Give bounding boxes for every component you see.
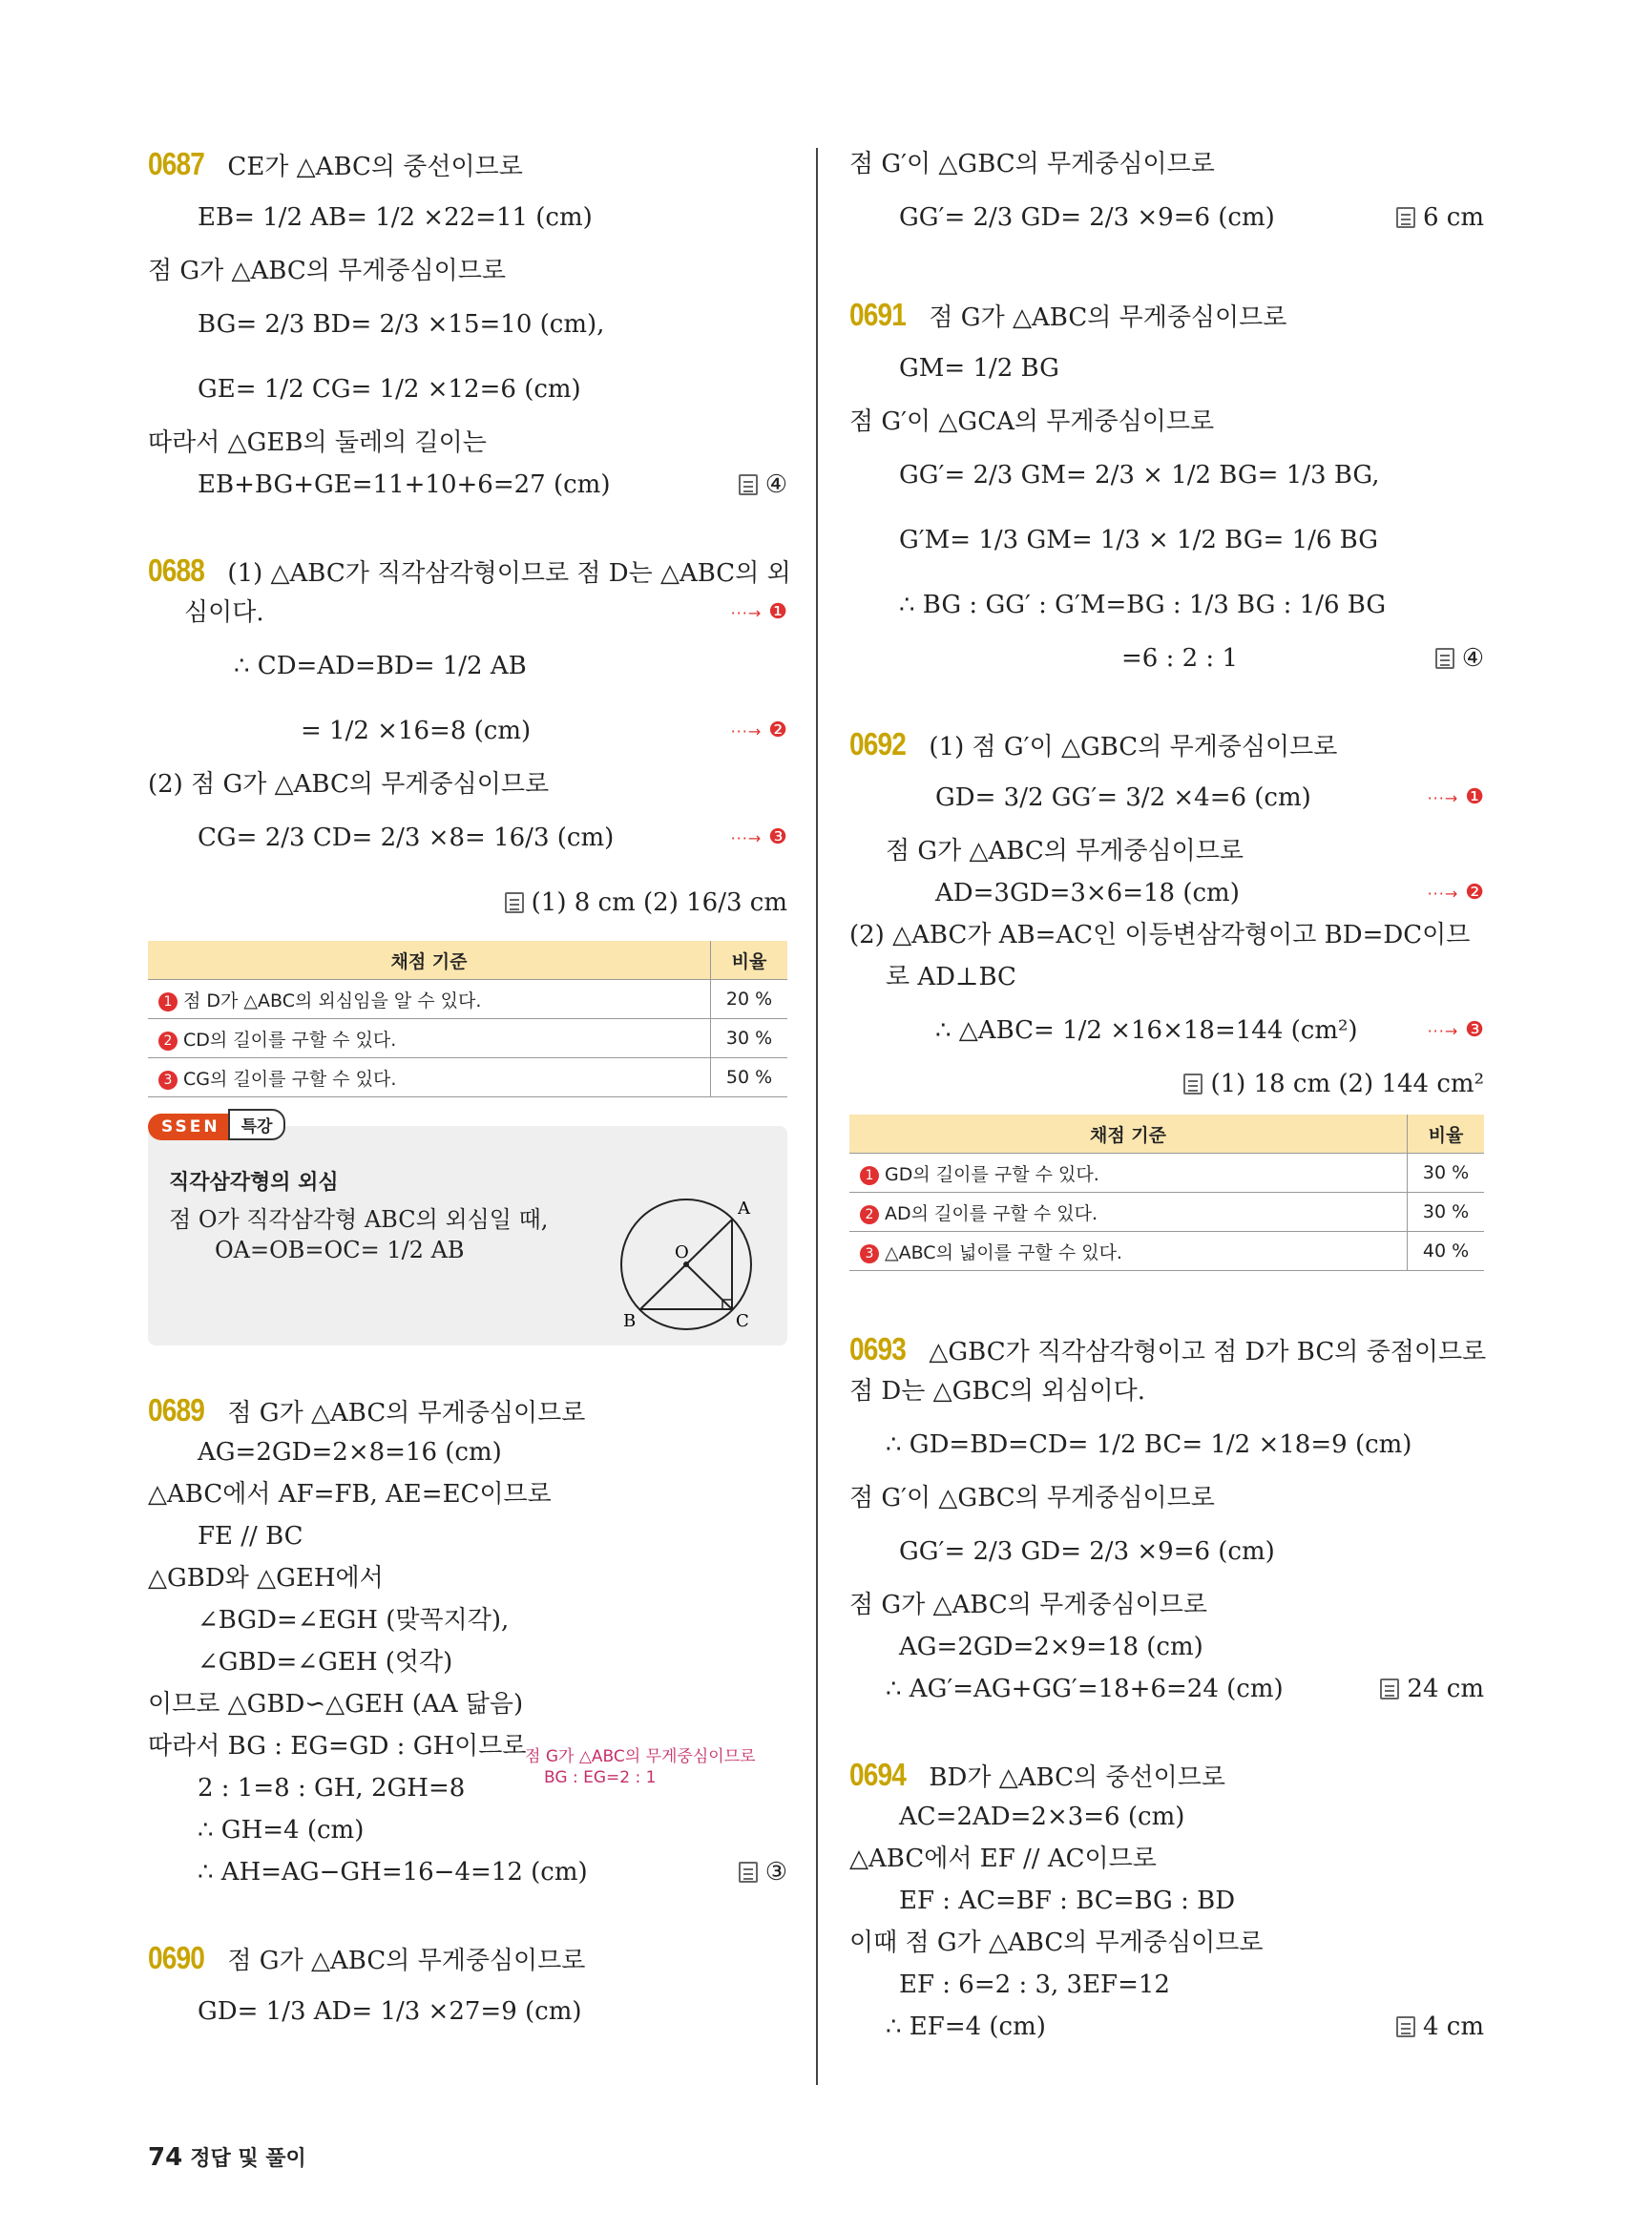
table-row: 2 CD의 길이를 구할 수 있다. 30 %	[148, 1019, 787, 1058]
svg-text:C: C	[736, 1311, 749, 1331]
ssen-special-box: SSEN 특강 직각삼각형의 외심 점 O가 직각삼각형 ABC의 외심일 때, OA=OB=OC= 1/2 AB O A B C	[148, 1126, 787, 1345]
answer-icon	[1380, 1678, 1399, 1699]
problem-0691: 0691 점 G가 △ABC의 무게중심이므로 GM= 1/2 BG 점 G′이 △GCA의 무게중심이므로 GG′= 2/3 GM= 2/3 × 1/2 BG= 1/3 BG, G′M= 1/3 GM= 1/3 × 1/2 BG= 1/6 BG ∴ BG : GG′ : G′M=BG : 1/3 BG : 1/6 BG =6 : 2 : 1 ④	[849, 294, 1484, 679]
step-marker-1: ···→ ❶	[730, 600, 787, 624]
problem-0690: 0690 점 G가 △ABC의 무게중심이므로 GD= 1/3 AD= 1/3 ×27=9 (cm)	[148, 1937, 787, 2044]
problem-number: 0687	[148, 146, 205, 181]
problem-0689: 0689 점 G가 △ABC의 무게중심이므로 AG=2GD=2×8=16 (cm) △ABC에서 AF=FB, AE=EC이므로 FE // BC △GBD와 △GEH에서 ∠BGD=∠EGH (맞꼭지각), ∠GBD=∠GEH (엇각) 이므로 △GBD∽△GEH (AA 닮음) 따라서 BG : EG=GD : GH이므로 점 G가 △ABC의 무게중심이므로 BG : EG=2 : 1 2 : 1=8 : GH, 2GH=8 ∴ GH=4 (cm) ∴ AH=AG−GH=16−4=12 (cm) ③	[148, 1389, 787, 1893]
footer-title: 정답 및 풀이	[190, 2147, 306, 2171]
answer: ③	[739, 1851, 787, 1893]
table-row: 1 점 D가 △ABC의 외심임을 알 수 있다. 20 %	[148, 980, 787, 1019]
answer-icon	[739, 1862, 758, 1883]
scoring-table-0692: 채점 기준 비율 1 GD의 길이를 구할 수 있다. 30 % 2 AD의 길이를 구할 수 있다. 30 % 3 △ABC의 넓이를 구할 수 있다. 40 %	[849, 1115, 1484, 1271]
problem-0692: 0692 (1) 점 G′이 △GBC의 무게중심이므로 GD= 3/2 GG′= 3/2 ×4=6 (cm) ···→ ❶ 점 G가 △ABC의 무게중심이므로 AD=3GD=3×6=18 (cm) ···→ ❷ (2) △ABC가 AB=AC인 이등변삼각형이고 BD=DC이므 로 AD⊥BC ∴ △ABC= 1/2 ×16×18=144 (cm²) ···→ ❸ (1) 18 cm (2) 144 cm²	[849, 723, 1484, 1105]
problem-number: 0691	[849, 297, 907, 332]
svg-text:B: B	[623, 1311, 637, 1331]
answer: 4 cm	[1396, 2006, 1484, 2048]
svg-text:A: A	[738, 1199, 750, 1219]
table-row: 1 GD의 길이를 구할 수 있다. 30 %	[849, 1154, 1484, 1193]
svg-text:O: O	[675, 1242, 689, 1262]
answer-icon	[505, 892, 524, 913]
step-marker-2: ···→ ❷	[730, 719, 787, 742]
table-row: 2 AD의 길이를 구할 수 있다. 30 %	[849, 1193, 1484, 1232]
page-number: 74	[148, 2143, 183, 2172]
scoring-table-0688: 채점 기준 비율 1 점 D가 △ABC의 외심임을 알 수 있다. 20 % 2 CD의 길이를 구할 수 있다. 30 % 3 CG의 길이를 구할 수 있다. 50 %	[148, 941, 787, 1097]
answer-icon	[1396, 207, 1415, 228]
problem-0687: 0687 CE가 △ABC의 중선이므로 EB= 1/2 AB= 1/2 ×22=11 (cm) 점 G가 △ABC의 무게중심이므로 BG= 2/3 BD= 2/3 ×15=10 (cm), GE= 1/2 CG= 1/2 ×12=6 (cm) 따라서 △GEB의 둘레의 길이는 EB+BG+GE=11+10+6=27 (cm) ④	[148, 143, 787, 506]
answer: (1) 8 cm (2) 16/3 cm	[505, 870, 787, 935]
answer: ④	[739, 464, 787, 506]
right-column	[849, 143, 1487, 2048]
problem-number: 0693	[849, 1331, 907, 1366]
step-marker-2: ···→ ❷	[1427, 881, 1484, 905]
problem-number: 0689	[148, 1392, 205, 1428]
step-marker-3: ···→ ❸	[1427, 1018, 1484, 1042]
answer: ④	[1435, 637, 1484, 679]
circumcircle-figure	[617, 1193, 770, 1336]
answer: (1) 18 cm (2) 144 cm²	[1183, 1063, 1484, 1105]
table-row: 3 △ABC의 넓이를 구할 수 있다. 40 %	[849, 1232, 1484, 1271]
answer-icon	[1396, 2016, 1415, 2037]
problem-number: 0688	[148, 553, 205, 588]
answer: 24 cm	[1380, 1668, 1484, 1710]
step-marker-1: ···→ ❶	[1427, 785, 1484, 809]
problem-0693: 0693 △GBC가 직각삼각형이고 점 D가 BC의 중점이므로 점 D는 △GBC의 외심이다. ∴ GD=BD=CD= 1/2 BC= 1/2 ×18=9 (cm) 점 G′이 △GBC의 무게중심이므로 GG′= 2/3 GD= 2/3 ×9=6 (cm) 점 G가 △ABC의 무게중심이므로 AG=2GD=2×9=18 (cm) ∴ AG′=AG+GG′=18+6=24 (cm) 24 cm	[849, 1328, 1484, 1710]
page-footer	[148, 2142, 306, 2172]
problem-0690-continued: 점 G′이 △GBC의 무게중심이므로 GG′= 2/3 GD= 2/3 ×9=6 (cm) 6 cm	[849, 143, 1484, 250]
side-note: 점 G가 △ABC의 무게중심이므로 BG : EG=2 : 1	[525, 1747, 756, 1787]
answer: 6 cm	[1396, 185, 1484, 250]
problem-number: 0692	[849, 726, 907, 761]
answer-icon	[1183, 1074, 1202, 1095]
step-marker-3: ···→ ❸	[730, 825, 787, 849]
left-column	[148, 143, 791, 2044]
problem-0694: 0694 BD가 △ABC의 중선이므로 AC=2AD=2×3=6 (cm) △ABC에서 EF // AC이므로 EF : AC=BF : BC=BG : BD 이때 점 G가 △ABC의 무게중심이므로 EF : 6=2 : 3, 3EF=12 ∴ EF=4 (cm) 4 cm	[849, 1754, 1484, 2048]
table-row: 3 CG의 길이를 구할 수 있다. 50 %	[148, 1058, 787, 1097]
answer-icon	[1435, 648, 1454, 669]
ssen-tag: SSEN 특강	[148, 1109, 285, 1140]
column-divider	[816, 148, 818, 2085]
problem-number: 0694	[849, 1757, 907, 1792]
problem-number: 0690	[148, 1940, 205, 1975]
answer-icon	[739, 474, 758, 495]
problem-0688: 0688 (1) △ABC가 직각삼각형이므로 점 D는 △ABC의 외 심이다. ···→ ❶ ∴ CD=AD=BD= 1/2 AB = 1/2 ×16=8 (cm) ···→ ❷ (2) 점 G가 △ABC의 무게중심이므로 CG= 2/3 CD= 2/3 ×8= 16/3 (cm) ···→ ❸ (1) 8 cm (2) 16/3 cm	[148, 550, 787, 935]
